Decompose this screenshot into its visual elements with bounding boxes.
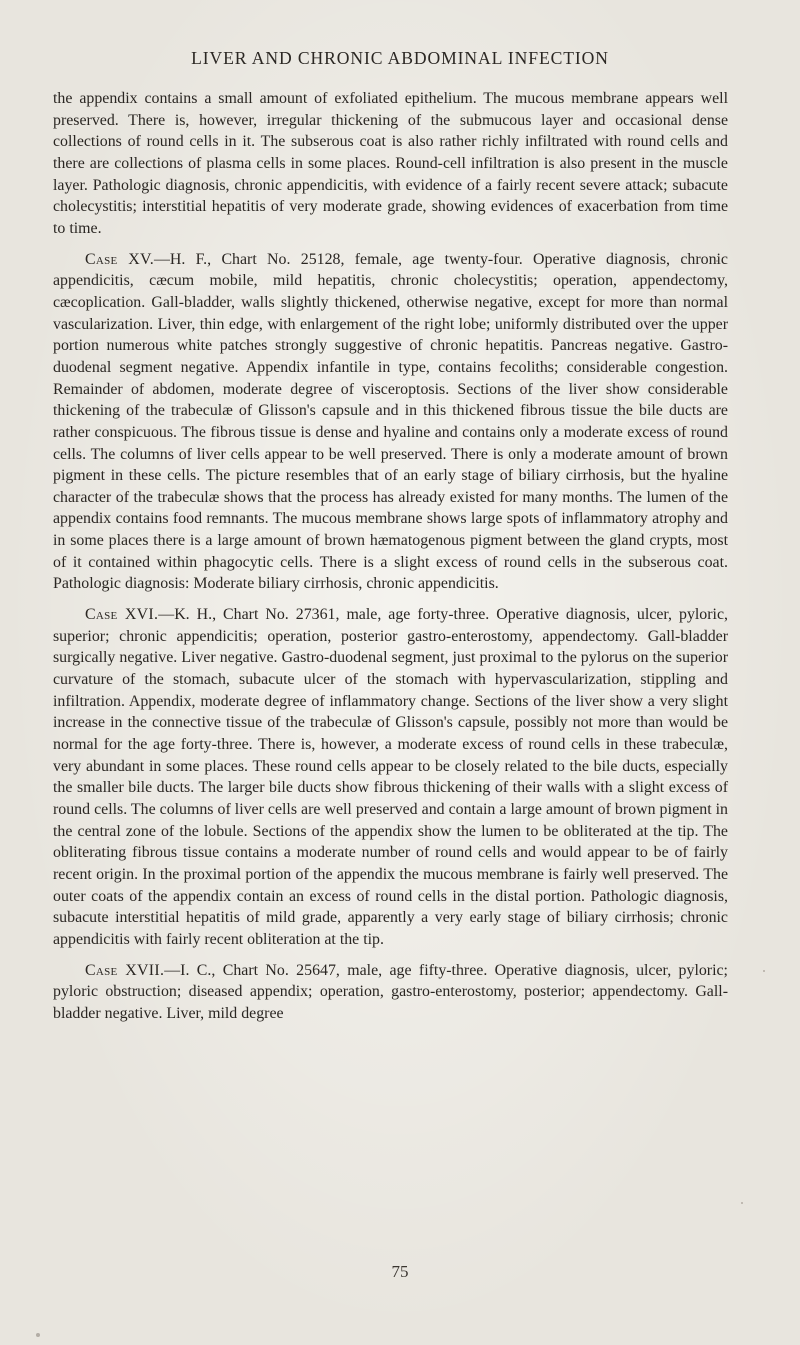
paper-speck <box>763 970 765 972</box>
running-head: LIVER AND CHRONIC ABDOMINAL INFECTION <box>191 48 609 68</box>
paragraph-case-xv <box>53 249 728 596</box>
case-body: —H. F., Chart No. 25128, female, age twenty-four. Operative diagnosis, chronic appendicitis, cæcum mobile, mild hepatitis, chronic cholecystitis; operation, appendectomy, cæcoplication. Gall-bladder, walls slightly thickened, otherwise negative, except for more than normal vascularization. Liver, thin edge, with enlargement of the right lobe; uniformly distributed over the upper portion numerous white patches strongly suggestive of chronic hepatitis. Pancreas negative. Gastro-duodenal segment negative. Appendix infantile in type, contains fecoliths; considerable congestion. Remainder of abdomen, moderate degree of visceroptosis. Sections of the liver show considerable thickening of the trabeculæ of Glisson's capsule and in this thickened fibrous tissue the bile ducts are rather conspicuous. The fibrous tissue is dense and hyaline and contains only a moderate excess of round cells. The columns of liver cells appear to be well preserved. There is only a moderate amount of brown pigment in these cells. The picture resembles that of an early stage of biliary cirrhosis, but the hyaline character of the trabeculæ shows that the process has already existed for many months. The lumen of the appendix contains food remnants. The mucous membrane shows large spots of inflammatory atrophy and in some places there is a large amount of brown hæmatogenous pigment between the gland crypts, most of it contained within phagocytic cells. There is a slight excess of round cells in the subserous coat. Pathologic diagnosis: Moderate biliary cirrhosis, chronic appendicitis. <box>53 250 728 593</box>
paragraph-case-xvi <box>53 604 728 951</box>
paper-speck <box>36 1333 40 1337</box>
body-text <box>53 88 728 1025</box>
paper-speck <box>716 260 718 262</box>
case-heading: Case XVII. <box>85 961 165 979</box>
case-body: —I. C., Chart No. 25647, male, age fifty-three. Operative diagnosis, ulcer, pyloric; pyloric obstruction; diseased appendix; operation, gastro-enterostomy, posterior; appendectomy. Gall-bladder negative. Liver, mild degree <box>53 961 728 1022</box>
case-body: —K. H., Chart No. 27361, male, age forty-three. Operative diagnosis, ulcer, pyloric, superior; chronic appendicitis; operation, posterior gastro-enterostomy, appendectomy. Gall-bladder surgically negative. Liver negative. Gastro-duodenal segment, just proximal to the pylorus on the superior curvature of the stomach, subacute ulcer of the stomach with hypervascularization, stippling and infiltration. Appendix, moderate degree of inflammatory change. Sections of the liver show a very slight increase in the connective tissue of the trabeculæ of Glisson's capsule, possibly not more than would be normal for the age forty-three. There is, however, a moderate excess of round cells in these trabeculæ, very abundant in some places. These round cells appear to be closely related to the bile ducts, especially the smaller bile ducts. The larger bile ducts show fibrous thickening of their walls with a slight excess of round cells. The columns of liver cells are well preserved and contain a large amount of brown pigment in the central zone of the lobule. Sections of the appendix show the lumen to be obliterated at the tip. The obliterating fibrous tissue contains a moderate number of round cells and would appear to be of fairly recent origin. In the proximal portion of the appendix the mucous membrane is fairly well preserved. The outer coats of the appendix contain an excess of round cells in the distal portion. Pathologic diagnosis, subacute interstitial hepatitis of mild grade, apparently a very early stage of biliary cirrhosis; chronic appendicitis with fairly recent obliteration at the tip. <box>53 606 728 948</box>
paragraph-continuation: the appendix contains a small amount of exfoliated epithelium. The mucous membrane appears well preserved. There is, however, irregular thickening of the submucous layer and occasional dense collections of round cells in it. The subserous coat is also rather richly infiltrated with round cells and there are collections of plasma cells in some places. Round-cell infiltration is also present in the muscle layer. Pathologic diagnosis, chronic appendicitis, with evidence of a fairly recent severe attack; subacute cholecystitis; interstitial hepatitis of very moderate grade, showing evidences of exacerbation from time to time. <box>53 90 728 237</box>
page-number: 75 <box>391 1262 409 1281</box>
case-heading: Case XVI. <box>85 606 159 624</box>
paragraph-case-xvii <box>53 960 728 1025</box>
case-heading: Case XV. <box>85 250 154 268</box>
paper-speck <box>741 1202 743 1204</box>
